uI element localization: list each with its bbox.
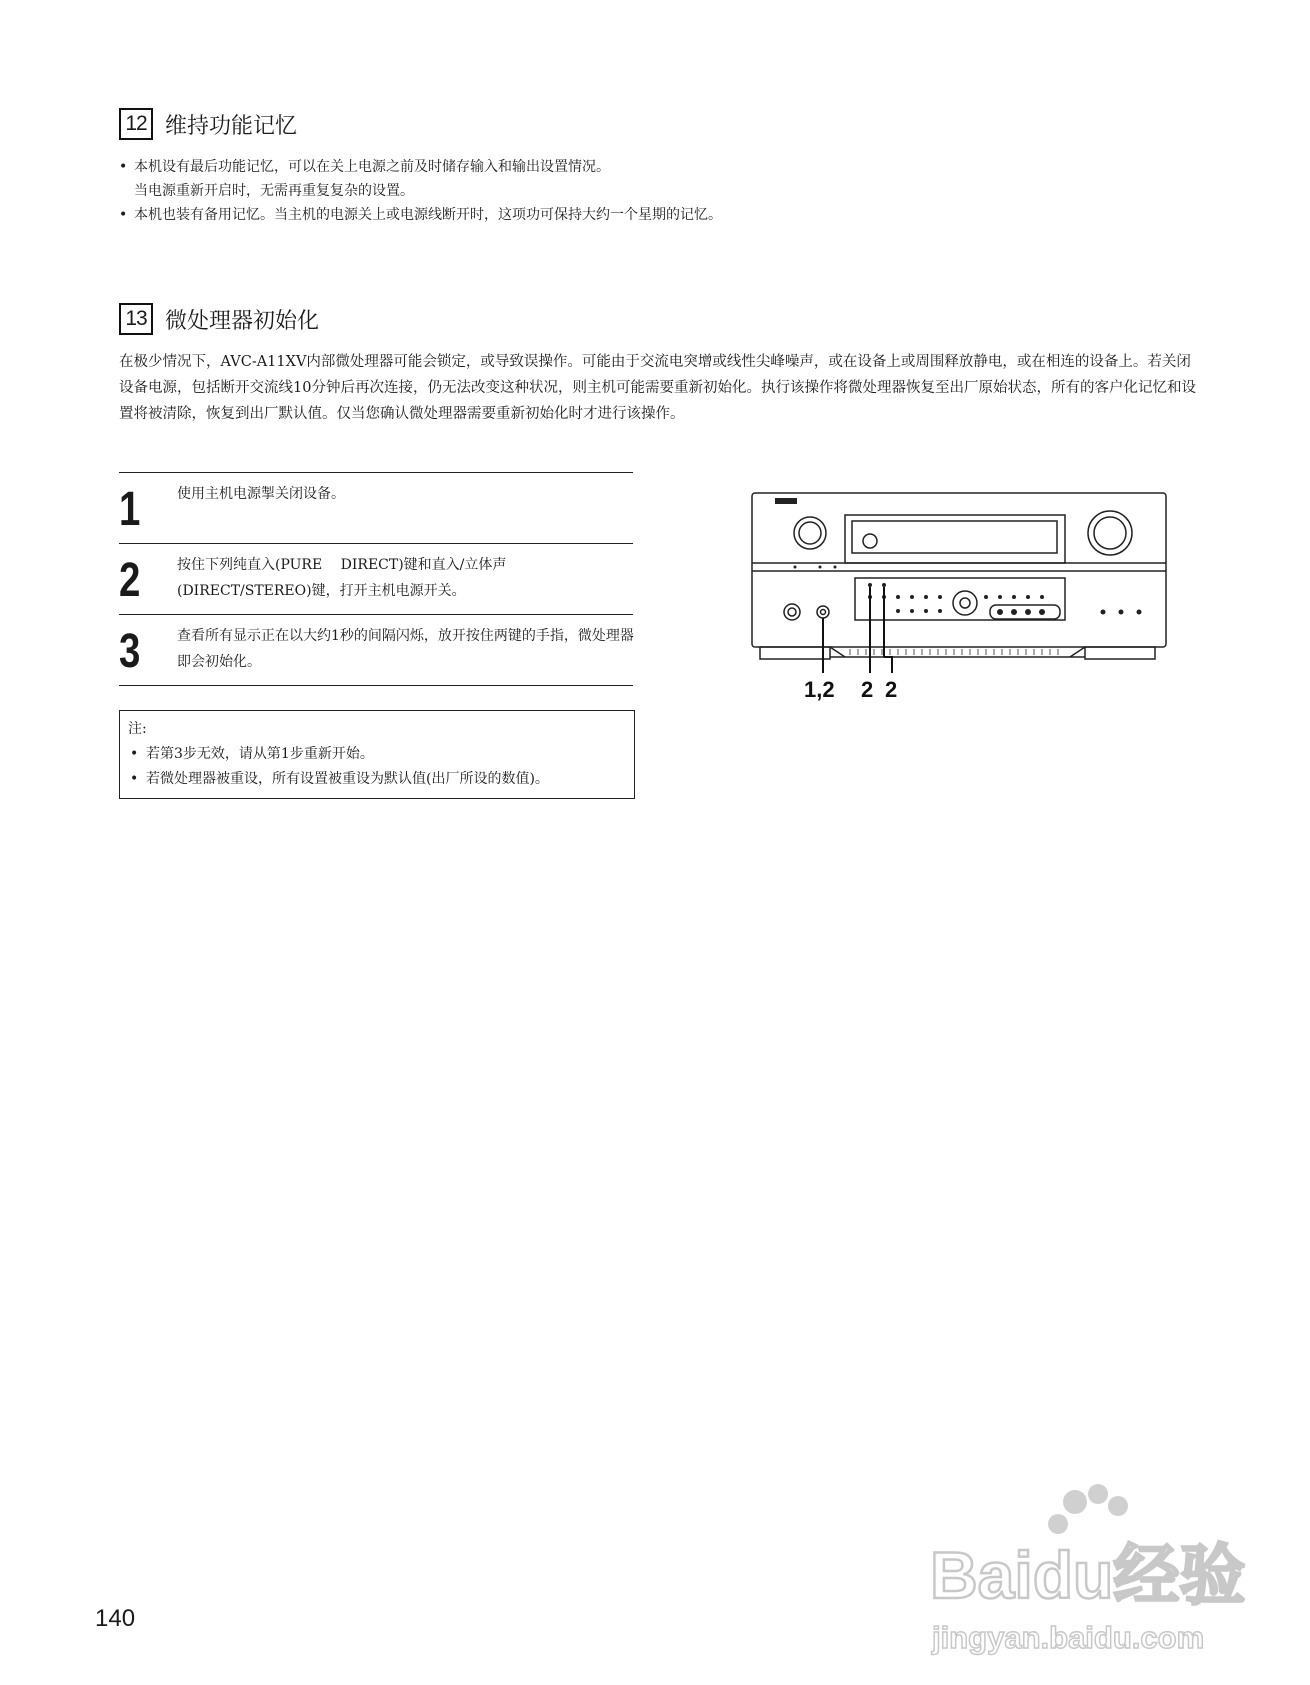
bullet-item: • 本机设有最后功能记忆，可以在关上电源之前及时储存输入和输出设置情况。 当电源重新开启时，无需再重复复杂的设置。: [119, 155, 722, 203]
callout-label: 2: [861, 677, 874, 702]
note-box: [119, 710, 635, 799]
receiver-body: [752, 493, 1166, 647]
direct-stereo-button: [882, 583, 886, 587]
step-text: 使用主机电源掣关闭设备。: [177, 486, 345, 502]
section-title: 维持功能记忆: [165, 113, 298, 139]
baidu-watermark: [920, 1480, 1260, 1660]
step-number: 3: [119, 625, 141, 678]
callout-label: 1,2: [804, 677, 835, 702]
page-number: 140: [95, 1605, 136, 1632]
callout-line: [884, 657, 892, 673]
section-13-heading: [119, 303, 319, 335]
section-number: 12: [119, 108, 153, 140]
note-item: • 若微处理器被重设，所有设置被重设为默认值(出厂所设的数值)。: [128, 767, 628, 792]
power-button: [817, 606, 829, 618]
callout-label: 2: [885, 677, 898, 702]
note-title: 注:: [128, 721, 147, 737]
step-number: 2: [119, 554, 141, 607]
brand-logo-plate: [775, 498, 797, 504]
pure-direct-button: [868, 583, 872, 587]
headphone-jack: [784, 604, 800, 620]
watermark-url: jingyan.baidu.com: [932, 1620, 1205, 1655]
step-row: [119, 473, 633, 544]
note-item: • 若第3步无效，请从第1步重新开始。: [128, 742, 628, 767]
section-title: 微处理器初始化: [165, 308, 320, 334]
step-text: 查看所有显示正在以大约1秒的间隔闪烁，放开按住两键的手指，微处理器即会初始化。: [177, 628, 634, 670]
section-12-heading: [119, 108, 297, 140]
step-number: 1: [119, 483, 141, 536]
step-row: [119, 615, 633, 686]
paw-icon: [1048, 1484, 1128, 1534]
section-13-paragraph: 在极少情况下，AVC-A11XV内部微处理器可能会锁定，或导致误操作。可能由于交流电突增或线性尖峰噪声，或在设备上或周围释放静电，或在相连的设备上。若关闭设备电源，包括断开交流线10分钟后再次连接，仍无法改变这种状况，则主机可能需要重新初始化。执行该操作将微处理器恢复至出厂原始状态，所有的客户化记忆和设置将被清除，恢复到出厂默认值。仅当您确认微处理器需要重新初始化时才进行该操作。: [119, 354, 1196, 422]
display-window: [845, 515, 1065, 563]
section-12-bullets: [119, 155, 722, 227]
watermark-brand: Baidu经验: [930, 1538, 1246, 1612]
bullet-item: • 本机也装有备用记忆。当主机的电源关上或电源线断开时，这项功可保持大约一个星期的记忆。: [119, 203, 722, 227]
receiver-front-panel-diagram: [750, 485, 1170, 705]
section-number: 13: [119, 303, 153, 335]
step-row: [119, 544, 633, 615]
steps-list: [119, 472, 633, 686]
step-text: 按住下列纯直入(PURE DIRECT)键和直入/立体声(DIRECT/STEREO)键，打开主机电源开关。: [177, 557, 507, 599]
